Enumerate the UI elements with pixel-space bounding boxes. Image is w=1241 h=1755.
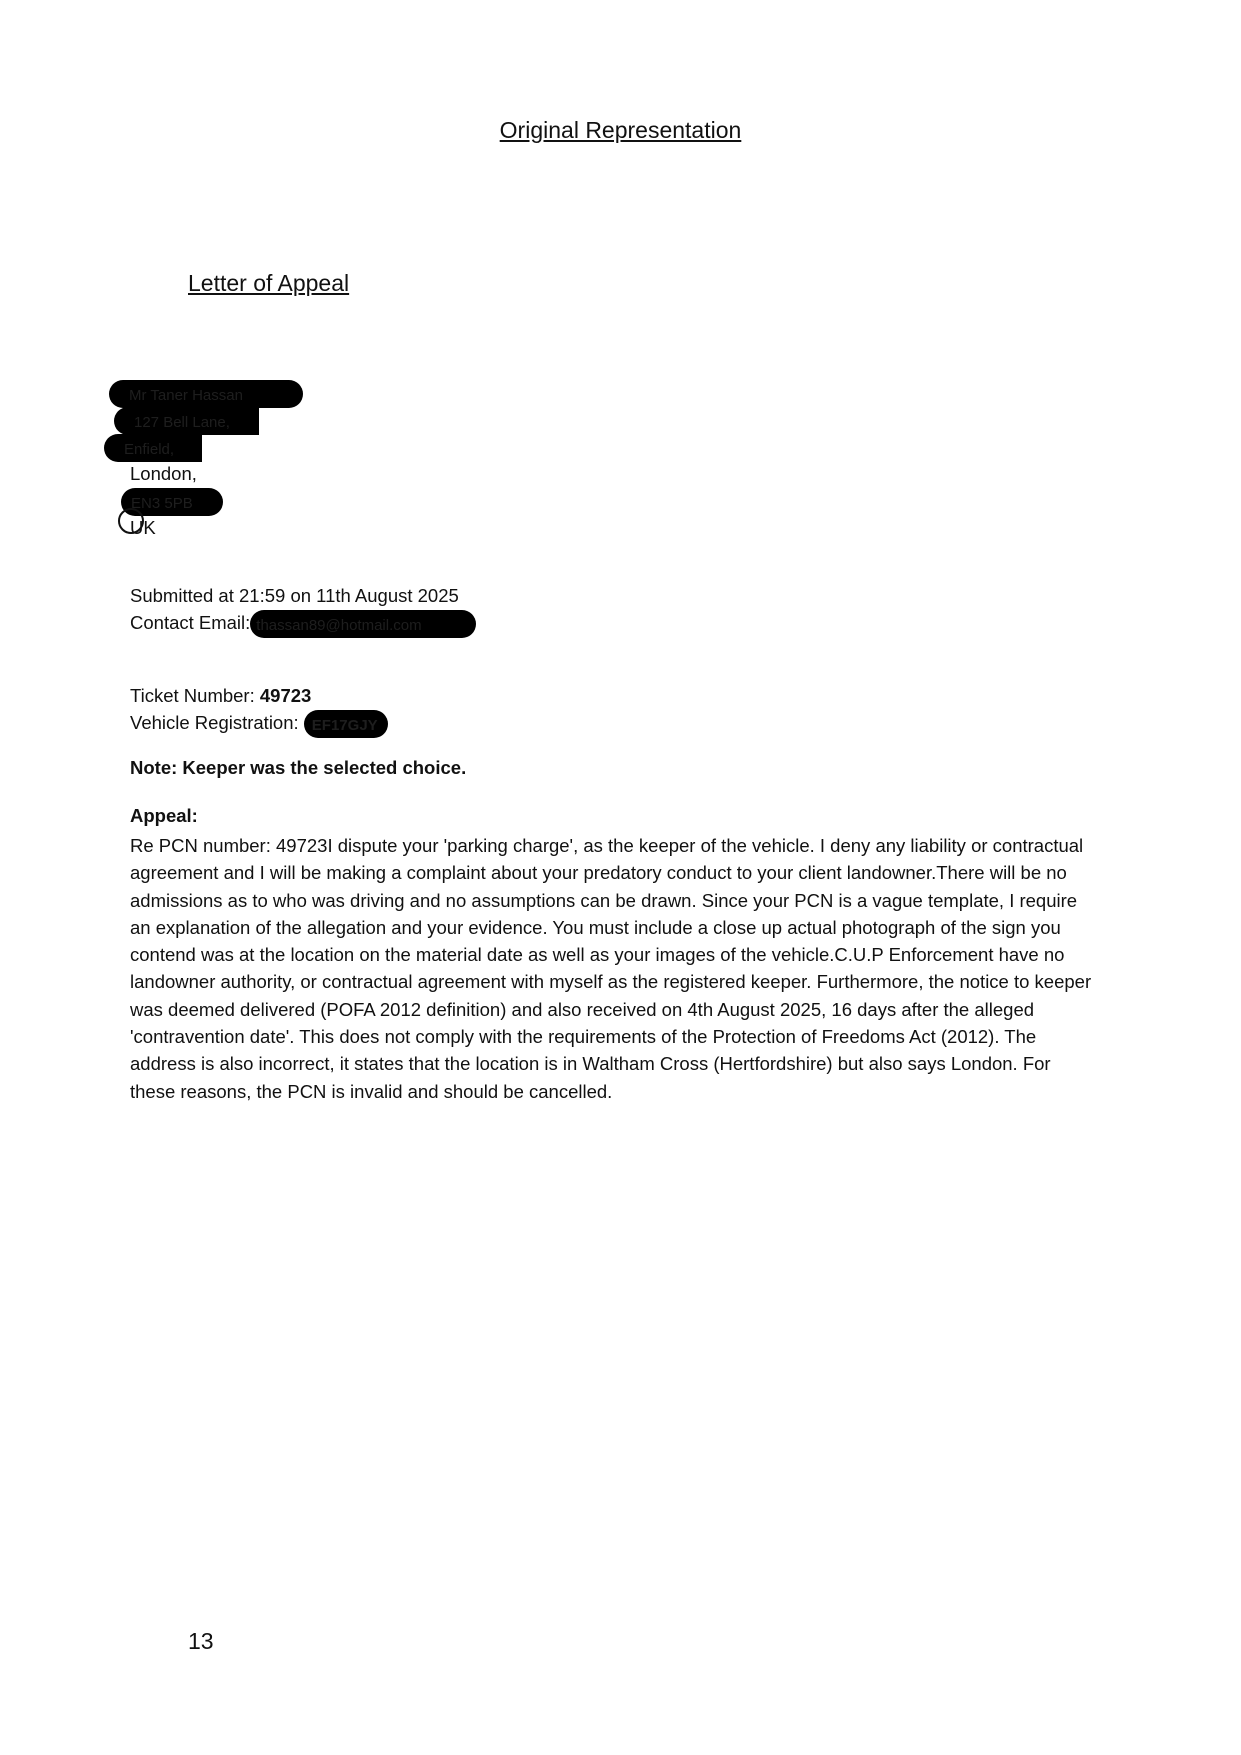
address-city: London, [130,463,197,484]
vehicle-label: Vehicle Registration: [130,712,304,733]
appeal-line: address is also incorrect, it states that the location is in Waltham Cross (Hertfordshire) but also says London. For [130,1053,1051,1075]
appeal-line: an explanation of the allegation and your evidence. You must include a close up actual photograph of the sign you [130,916,1061,938]
appeal-line: these reasons, the PCN is invalid and should be cancelled. [130,1080,613,1102]
appeal-line: 'contravention date'. This does not comply with the requirements of the Protection of Freedoms Act (2012). The [130,1026,1037,1048]
ticket-info [130,682,388,736]
redaction-bar [104,434,202,462]
appeal-heading: Appeal: [130,805,198,826]
address-name: Mr Taner Hassan [129,387,243,405]
address-street: 127 Bell Lane, [134,414,230,432]
circle-mark-icon [118,508,144,534]
redaction-bar [250,610,476,638]
page-title: Original Representation [499,117,742,143]
redaction-bar [109,380,303,408]
appeal-line: was deemed delivered (POFA 2012 definition) and also received on 4th August 2025, 16 days after the alleged [130,998,1035,1020]
address-town: Enfield, [124,441,175,459]
ticket-number: 49723 [259,685,312,706]
letter-heading: Letter of Appeal [188,270,350,296]
redaction-bar [304,710,388,738]
address-country: UK [130,517,156,538]
appeal-line: contend was at the location on the material date as well as your images of the vehicle.C.U.P Enforcement have no [130,944,1065,966]
address-postcode: EN3 5PB [131,495,193,513]
keeper-note: Note: Keeper was the selected choice. [130,757,467,778]
address-block [124,379,324,541]
submission-info [130,582,476,636]
contact-label: Contact Email: [130,612,251,633]
appeal-line: Re PCN number: 49723I dispute your 'parking charge', as the keeper of the vehicle. I deny any liability or contractual [130,835,1084,856]
submitted-text: Submitted at 21:59 on 11th August 2025 [130,585,459,606]
appeal-line: admissions as to who was driving and no assumptions can be drawn. Since your PCN is a vague template, I require [130,889,1078,911]
redaction-bar [114,407,259,435]
appeal-line: landowner authority, or contractual agreement with myself as the registered keeper. Furthermore, the notice to keeper [130,971,1092,993]
appeal-line: agreement and I will be making a complaint about your predatory conduct to your client landowner.There will be no [130,862,1067,884]
vehicle-registration: EF17GJY [311,717,378,735]
contact-email: thassan89@hotmail.com [256,617,422,635]
page-number: 13 [188,1628,214,1654]
appeal-text [130,832,1130,1105]
ticket-label: Ticket Number: [130,685,260,706]
